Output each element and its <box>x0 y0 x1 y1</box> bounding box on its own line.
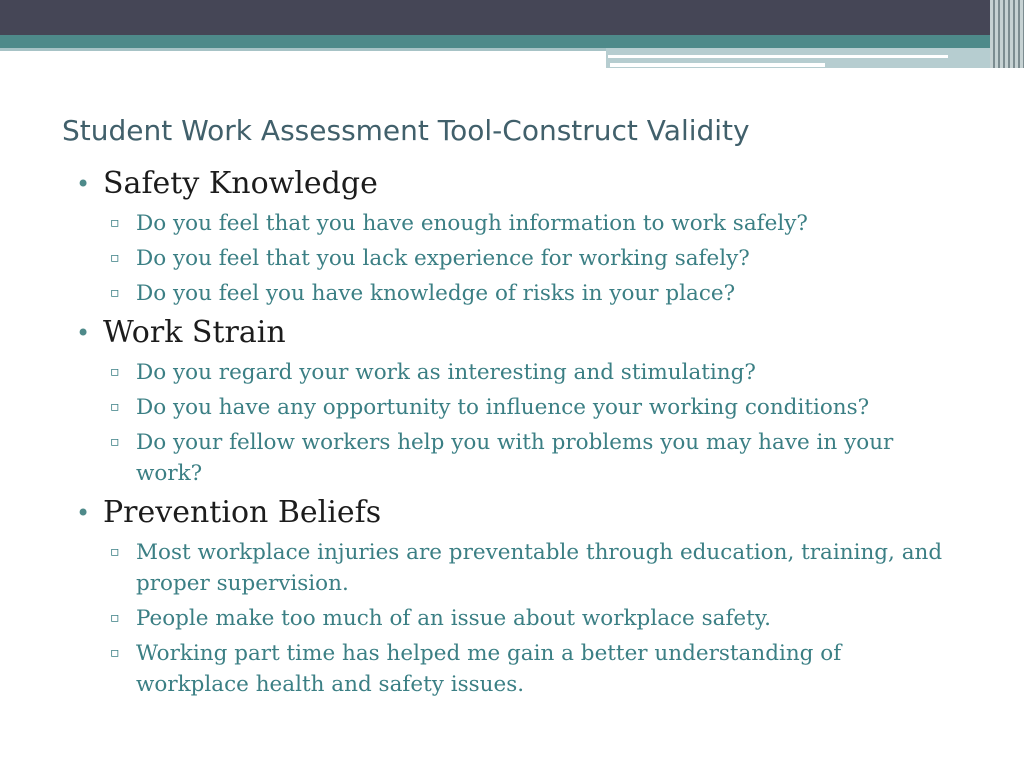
section-heading: • Safety Knowledge <box>76 164 956 204</box>
list-item: ▫ Working part time has helped me gain a better understanding of workplace health and safety issues. <box>76 638 956 700</box>
slide-title: Student Work Assessment Tool-Construct Validity <box>62 114 750 147</box>
accent-band <box>0 35 1024 48</box>
section-heading: • Work Strain <box>76 313 956 353</box>
bullet-icon: • <box>76 170 91 198</box>
square-bullet-icon: ▫ <box>110 434 120 450</box>
decorative-stripes <box>990 0 1024 68</box>
bullet-icon: • <box>76 319 91 347</box>
square-bullet-icon: ▫ <box>110 610 120 626</box>
list-item: ▫ Do you regard your work as interesting and stimulating? <box>76 357 956 388</box>
accent-band-thin <box>0 48 606 51</box>
slide-content <box>76 160 956 700</box>
list-item: ▫ Do your fellow workers help you with problems you may have in your work? <box>76 427 956 489</box>
list-item: ▫ Do you feel that you have enough information to work safely? <box>76 208 956 239</box>
square-bullet-icon: ▫ <box>110 250 120 266</box>
list-item: ▫ Do you have any opportunity to influence your working conditions? <box>76 392 956 423</box>
list-item: ▫ Do you feel that you lack experience for working safely? <box>76 243 956 274</box>
square-bullet-icon: ▫ <box>110 364 120 380</box>
square-bullet-icon: ▫ <box>110 285 120 301</box>
header-bar <box>0 0 1024 35</box>
square-bullet-icon: ▫ <box>110 544 120 560</box>
decorative-line <box>610 63 825 67</box>
decorative-line <box>608 55 948 58</box>
square-bullet-icon: ▫ <box>110 645 120 661</box>
square-bullet-icon: ▫ <box>110 215 120 231</box>
list-item: ▫ Do you feel you have knowledge of risks in your place? <box>76 278 956 309</box>
list-item: ▫ Most workplace injuries are preventable through education, training, and proper supervision. <box>76 537 956 599</box>
bullet-icon: • <box>76 499 91 527</box>
list-item: ▫ People make too much of an issue about workplace safety. <box>76 603 956 634</box>
square-bullet-icon: ▫ <box>110 399 120 415</box>
section-heading: • Prevention Beliefs <box>76 493 956 533</box>
